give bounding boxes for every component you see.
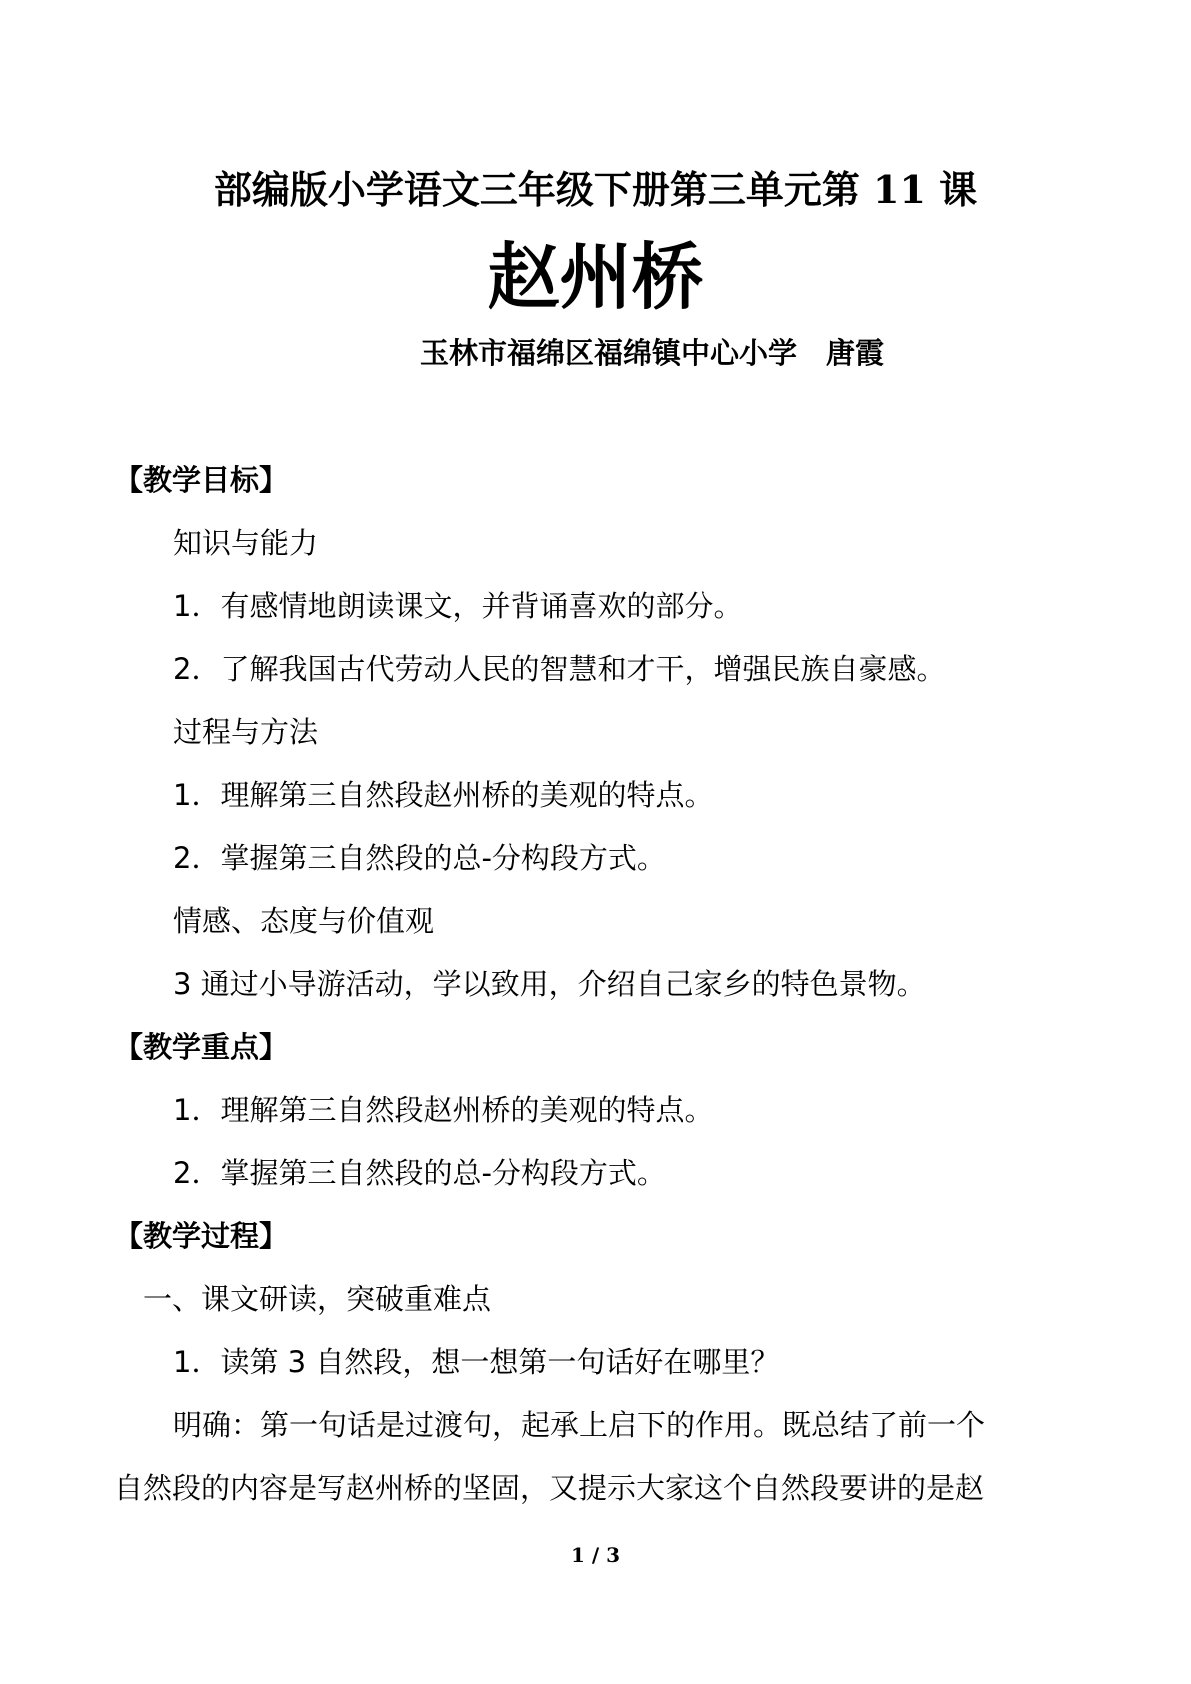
key-point-item: 1．理解第三自然段赵州桥的美观的特点。: [173, 1093, 714, 1127]
lesson-title: 赵州桥: [487, 234, 704, 319]
process-heading: 【教学过程】: [114, 1219, 289, 1253]
process-item: 2．掌握第三自然段的总-分构段方式。: [173, 841, 666, 875]
key-points-heading: 【教学重点】: [114, 1030, 289, 1064]
emotion-item: 3 通过小导游活动，学以致用，介绍自己家乡的特色景物。: [173, 967, 926, 1001]
process-method-label: 过程与方法: [173, 715, 319, 749]
process-item: 1．理解第三自然段赵州桥的美观的特点。: [173, 778, 714, 812]
knowledge-item: 1．有感情地朗读课文，并背诵喜欢的部分。: [173, 589, 743, 623]
page-number: 1 / 3: [570, 1543, 621, 1567]
author-line: 玉林市福绵区福绵镇中心小学 唐霞: [420, 336, 885, 370]
knowledge-ability-label: 知识与能力: [173, 526, 319, 560]
emotion-values-label: 情感、态度与价值观: [173, 904, 435, 938]
knowledge-item: 2．了解我国古代劳动人民的智慧和才干，增强民族自豪感。: [173, 652, 946, 686]
answer-paragraph-line: 明确：第一句话是过渡句，起承上启下的作用。既总结了前一个: [173, 1408, 986, 1442]
key-point-item: 2．掌握第三自然段的总-分构段方式。: [173, 1156, 666, 1190]
lesson-subtitle: 部编版小学语文三年级下册第三单元第 11 课: [213, 167, 978, 212]
question-item: 1．读第 3 自然段，想一想第一句话好在哪里？: [173, 1345, 780, 1379]
objectives-heading: 【教学目标】: [114, 463, 289, 497]
answer-paragraph-line: 自然段的内容是写赵州桥的坚固，又提示大家这个自然段要讲的是赵: [114, 1471, 985, 1505]
section-heading: 一、课文研读，突破重难点: [143, 1282, 492, 1316]
